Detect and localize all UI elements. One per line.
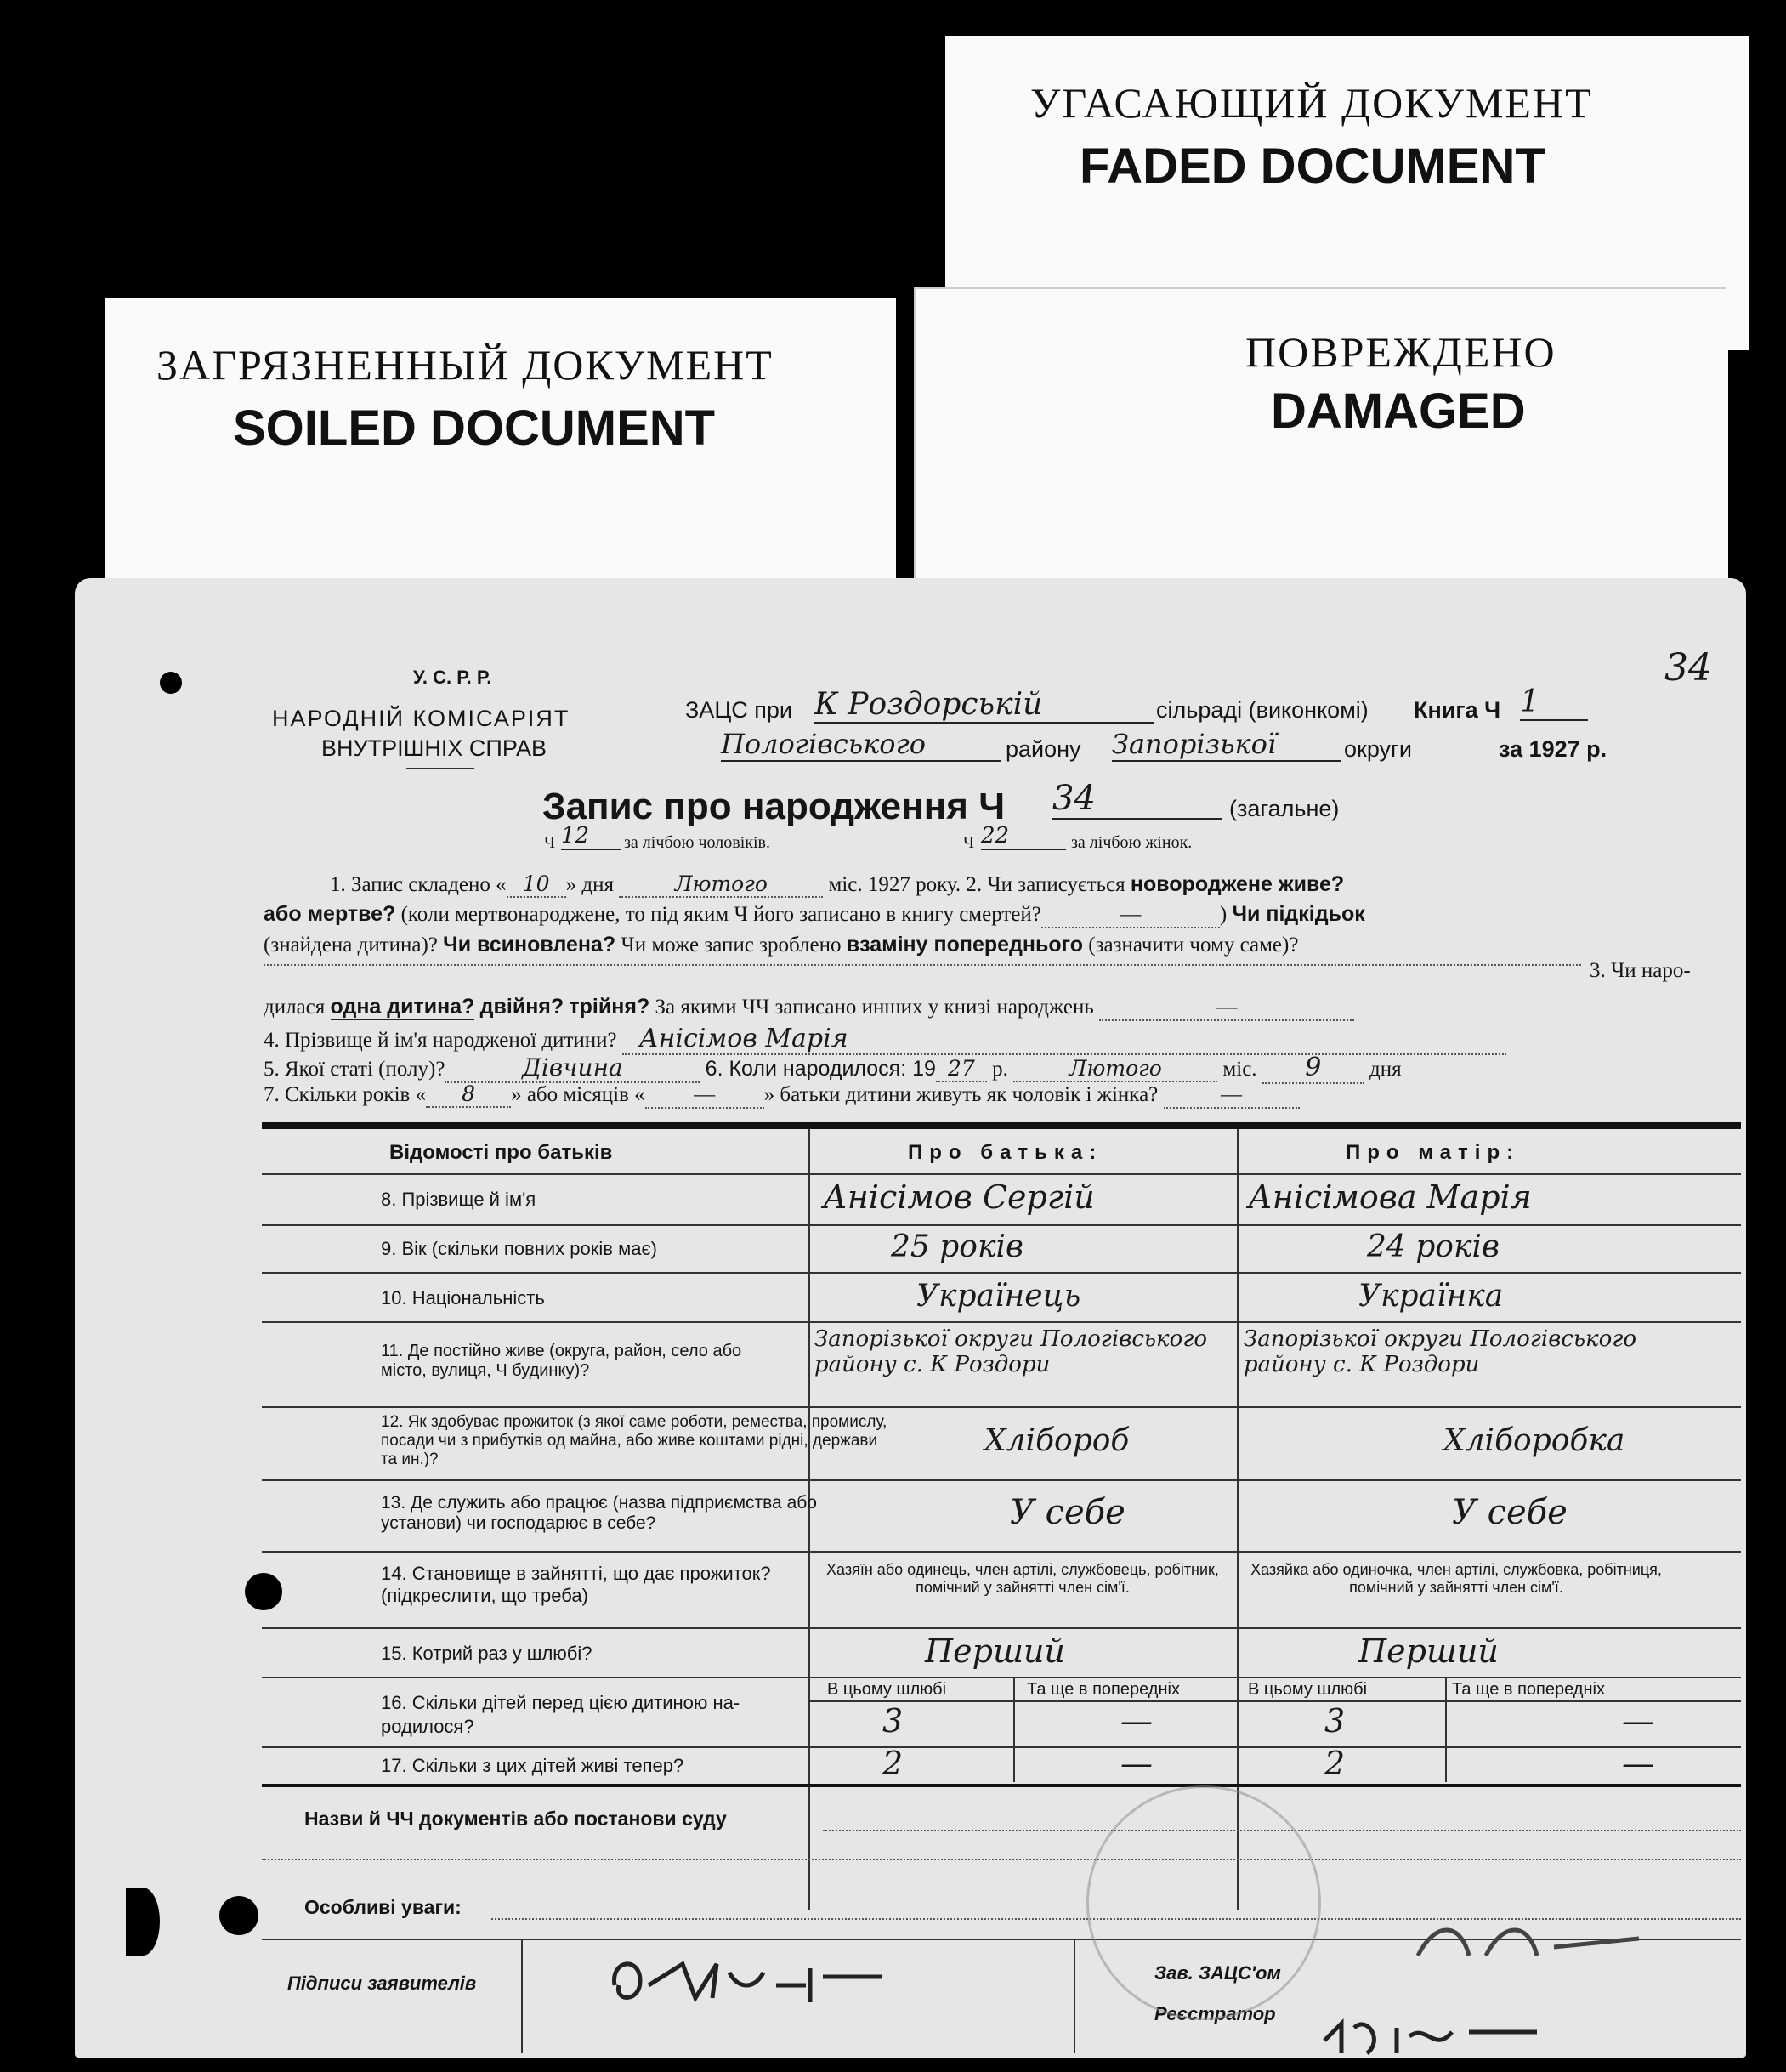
l8-text-a: 7. Скільки років « <box>264 1083 427 1106</box>
l6-text-a: 4. Прізвище й ім'я народженої дитини? <box>264 1029 617 1052</box>
soiled-label-ru: ЗАГРЯЗНЕННЫЙ ДОКУМЕНТ <box>156 341 774 389</box>
l8-text-c: » батьки дитини живуть як чоловік і жінка? <box>763 1083 1159 1106</box>
father-children-this: 3 <box>882 1702 904 1740</box>
child-name: Анісімов Марія <box>622 1024 1506 1055</box>
birth-day: 9 <box>1262 1053 1364 1084</box>
row-label: 8. Прізвище й ім'я <box>381 1189 536 1210</box>
official-stamp-icon <box>1086 1785 1321 2020</box>
line-1 <box>330 871 1344 898</box>
usrr-heading: У. С. Р. Р. <box>413 667 492 688</box>
female-count-label: Ч <box>963 833 974 852</box>
mother-value: Перший <box>1358 1632 1499 1670</box>
head-mother: Про матір: <box>1346 1141 1521 1164</box>
table-row <box>262 1678 1741 1748</box>
l3-text-b: Чи всиновлена? <box>443 933 616 957</box>
mother-children-prev: — <box>1622 1702 1654 1740</box>
sub-head-this-marriage: В цьому шлюбі <box>827 1680 947 1699</box>
table-row <box>262 1175 1741 1226</box>
birth-record-form <box>75 578 1746 2058</box>
line-3 <box>264 933 1298 957</box>
other-births-ref: — <box>1099 996 1354 1021</box>
punch-hole-icon <box>219 1896 258 1935</box>
l5-text-b: одна дитина? <box>330 995 475 1019</box>
sub-head-previous: Та ще в попередніх <box>1452 1680 1605 1699</box>
mother-value: Анісімова Марія <box>1248 1178 1532 1216</box>
record-month: Лютого <box>619 871 823 898</box>
district-field: Пологівського <box>721 728 1001 762</box>
book-label: Книга Ч <box>1414 697 1501 723</box>
table-row <box>262 1629 1741 1678</box>
female-count-caption: за лічбою жінок. <box>1071 833 1193 852</box>
l1-text-a: 1. Запис складено « <box>330 873 507 896</box>
father-value: Хлібороб <box>984 1423 1130 1458</box>
birth-month: Лютого <box>1013 1056 1217 1082</box>
father-value: 25 років <box>891 1229 1023 1264</box>
father-value: У себе <box>1010 1493 1125 1532</box>
l1-text-d: новороджене живе? <box>1130 872 1345 896</box>
l5-text-c: двійня? <box>479 995 564 1019</box>
l1-text-b: » дня <box>565 873 615 896</box>
sub-rule <box>808 1700 1741 1702</box>
mother-children-this: 3 <box>1324 1702 1346 1740</box>
documents-label: Назви й ЧЧ документів або постанови суду <box>304 1808 727 1830</box>
father-value: Перший <box>925 1632 1065 1670</box>
l3-text-e: (зазначити чому саме)? <box>1088 934 1299 957</box>
father-value: Українець <box>916 1279 1081 1314</box>
l2-text-d: Чи підкідьок <box>1232 902 1365 926</box>
faded-label-ru: УГАСАЮЩИЙ ДОКУМЕНТ <box>1030 79 1593 127</box>
table-row <box>262 1481 1741 1553</box>
record-number: 34 <box>1052 779 1222 820</box>
l2-text-b: (коли мертвонароджене, то під яким Ч його записано в книгу смертей? <box>400 903 1041 926</box>
record-title: Запис про народження Ч <box>542 786 1006 827</box>
father-children-alive-prev: — <box>1120 1745 1153 1782</box>
male-count: 12 <box>561 823 621 850</box>
l7-text-b: 6. Коли народилося: 19 <box>705 1057 936 1081</box>
record-general-caption: (загальне) <box>1229 796 1340 821</box>
applicant-signature-icon <box>602 1939 959 2032</box>
row-label: 11. Де постійно живе (округа, район, село або місто, вулиця, Ч будинку)? <box>381 1342 742 1380</box>
commissariat-line-1: НАРОДНІЙ КОМІСАРІЯТ <box>272 706 570 731</box>
father-value: Запорізької округи Пологівського району с. К Роздори <box>814 1326 1208 1377</box>
marriage-years: 8 <box>426 1081 511 1108</box>
row-label: 13. Де служить або працює (назва підприємства або установи) чи господарює в себе? <box>381 1493 817 1533</box>
female-count: 22 <box>981 823 1066 850</box>
line-8 <box>264 1081 1300 1109</box>
footer-column-rule <box>521 1939 523 2053</box>
registrar-signature-icon <box>1316 2007 1639 2066</box>
row-label: 9. Вік (скільки повних років має) <box>381 1238 658 1259</box>
line-4: 3. Чи наро- <box>1590 959 1691 982</box>
head-label: Зав. ЗАЦС'ом <box>1154 1962 1281 1984</box>
l7-text-e: дня <box>1369 1058 1402 1081</box>
applicants-label: Підписи заявителів <box>287 1973 477 1994</box>
punch-hole-icon <box>160 672 182 694</box>
child-sex: Дівчина <box>445 1053 700 1083</box>
page-number: 34 <box>1664 646 1712 690</box>
sub-head-previous: Та ще в попередніх <box>1027 1680 1180 1699</box>
registrar-label: Реєстратор <box>1154 2003 1276 2024</box>
head-father: Про батька: <box>908 1141 1103 1164</box>
father-value: Хазяїн або одинець, член артілі, службовець, робітник, помічний у зайнятті член сім'ї. <box>826 1561 1219 1596</box>
damaged-label-en: DAMAGED <box>1271 383 1526 439</box>
mother-value: Хліборобка <box>1443 1423 1625 1458</box>
row-label: родилося? <box>381 1716 474 1737</box>
l5-text-e: За якими ЧЧ записано инших у книзі народжень <box>655 996 1094 1019</box>
mother-value: 24 років <box>1367 1229 1500 1264</box>
table-row <box>262 1226 1741 1274</box>
divider <box>406 768 474 769</box>
head-signature-icon <box>1401 1905 1656 1981</box>
l2-text-c: ) <box>1219 903 1228 926</box>
l5-text-a: дилася <box>264 996 326 1019</box>
table-top-rule <box>262 1122 1741 1129</box>
male-count-label: Ч <box>544 833 555 852</box>
soiled-label-en: SOILED DOCUMENT <box>233 400 716 456</box>
row-label: 14. Становище в зайнятті, що дає прожиток? (підкреслити, що треба) <box>381 1563 771 1606</box>
father-children-prev: — <box>1120 1702 1153 1740</box>
mother-value: Хазяйка або одиночка, член артілі, службовка, робітниця, помічний у зайнятті член сім'ї. <box>1250 1561 1662 1596</box>
year-label: за 1927 р. <box>1499 736 1607 762</box>
row-label: 17. Скільки з цих дітей живі тепер? <box>381 1755 684 1776</box>
okrug-suffix: округи <box>1344 736 1412 762</box>
l5-text-d: трійня? <box>569 995 650 1019</box>
mother-value: У себе <box>1452 1493 1568 1532</box>
okrug-field: Запорізької <box>1112 728 1341 762</box>
table-row <box>262 1745 1741 1784</box>
village-field: К Роздорській <box>814 687 1154 724</box>
district-suffix: району <box>1006 736 1081 762</box>
record-day: 10 <box>507 871 566 898</box>
fill-line <box>264 964 1581 966</box>
remarks-label: Особливі уваги: <box>304 1896 462 1918</box>
commissariat-line-2: ВНУТРІШНІХ СПРАВ <box>321 735 547 761</box>
father-children-alive: 2 <box>882 1745 904 1782</box>
row-label: 16. Скільки дітей перед цією дитиною на- <box>381 1692 740 1713</box>
l3-text-d: взаміну попереднього <box>846 933 1084 957</box>
l3-text-a: (знайдена дитина)? <box>264 934 438 957</box>
head-info: Відомості про батьків <box>389 1141 613 1164</box>
mother-children-alive: 2 <box>1324 1745 1346 1782</box>
soiled-document-label <box>105 298 896 604</box>
documents-line-2 <box>262 1859 1741 1860</box>
marriage-months: — <box>645 1083 764 1109</box>
footer-column-rule <box>1074 1939 1075 2053</box>
line-5 <box>264 995 1354 1021</box>
l7-text-d: міс. <box>1222 1058 1257 1081</box>
torn-edge-icon <box>126 1888 160 1956</box>
village-suffix: сільраді (виконкомі) <box>1156 697 1369 723</box>
table-bottom-rule <box>262 1784 1741 1787</box>
zags-label: ЗАЦС при <box>685 697 793 723</box>
mother-value: Українка <box>1358 1279 1504 1314</box>
l8-text-b: » або місяців « <box>511 1083 645 1106</box>
father-value: Анісімов Сергій <box>823 1178 1095 1216</box>
male-count-caption: за лічбою чоловіків. <box>624 833 770 852</box>
table-row <box>262 1408 1741 1481</box>
birth-year: 27 <box>936 1056 987 1082</box>
table-row <box>262 1274 1741 1323</box>
marriage-answer: — <box>1164 1083 1300 1109</box>
mother-children-alive-prev: — <box>1622 1745 1654 1782</box>
l7-text-c: р. <box>992 1058 1008 1081</box>
l2-text-a: або мертве? <box>264 902 396 926</box>
l3-text-c: Чи може запис зроблено <box>621 934 842 957</box>
faded-label-en: FADED DOCUMENT <box>1080 139 1545 194</box>
line-2 <box>264 902 1365 928</box>
l1-text-c: міс. 1927 року. 2. Чи записується <box>828 873 1125 896</box>
sub-head-this-marriage: В цьому шлюбі <box>1248 1680 1368 1699</box>
book-number: 1 <box>1520 684 1588 721</box>
line-6 <box>264 1024 1506 1055</box>
row-label: 12. Як здобуває прожиток (з якої саме роботи, ремества, промислу, посади чи з прибутків од майна, або живе коштами рідні, держави та ин.)? <box>381 1413 887 1468</box>
mother-value: Запорізької округи Пологівського району с. К Роздори <box>1244 1326 1637 1377</box>
table-row <box>262 1553 1741 1629</box>
row-label: 10. Національність <box>381 1287 545 1308</box>
table-row <box>262 1323 1741 1408</box>
damaged-label-ru: ПОВРЕЖДЕНО <box>1245 328 1556 376</box>
stillborn-ref: — <box>1041 903 1220 928</box>
damaged-label <box>916 289 1728 604</box>
row-label: 15. Котрий раз у шлюбі? <box>381 1643 592 1664</box>
l7-text-a: 5. Якої статі (полу)? <box>264 1058 445 1081</box>
line-7 <box>264 1053 1402 1084</box>
